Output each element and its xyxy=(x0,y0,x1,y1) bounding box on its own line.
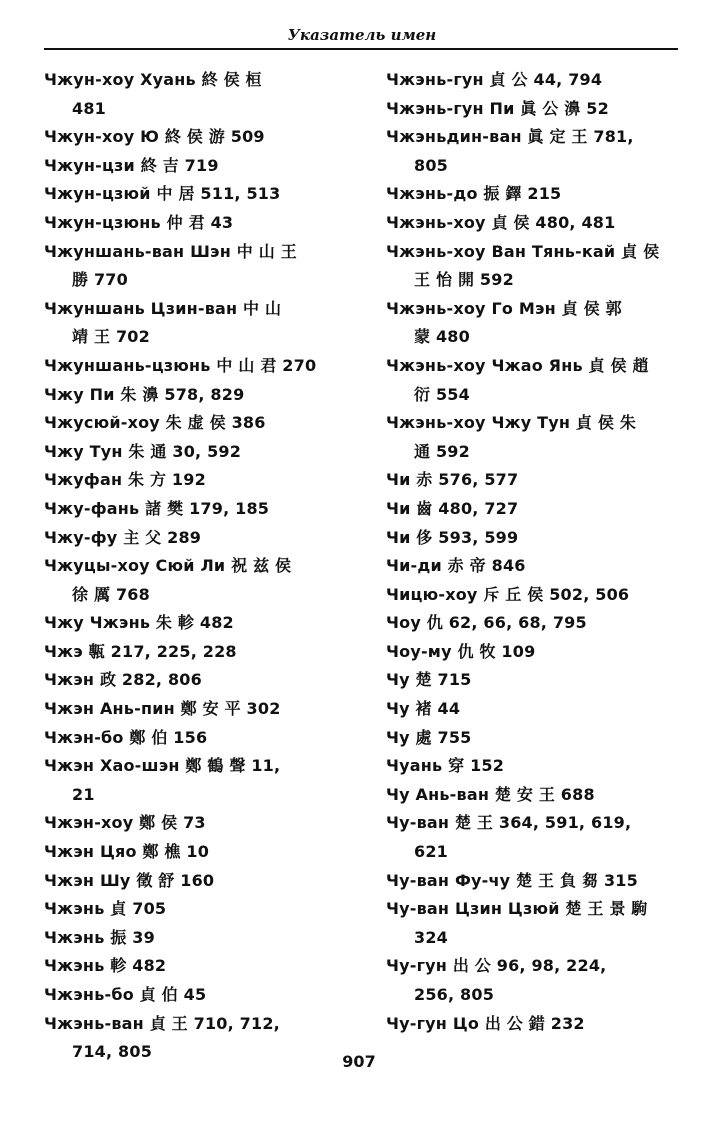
index-entry xyxy=(44,867,344,896)
index-entry-text: Чжэн-хоу 鄭 侯 73 xyxy=(44,813,206,833)
index-entry-text: Чжэньдин-ван 眞 定 王 781, xyxy=(386,127,634,147)
index-entry xyxy=(44,695,344,724)
index-entry-text: Чу 處 755 xyxy=(386,727,472,747)
index-entry xyxy=(386,552,686,581)
index-entry xyxy=(386,95,686,124)
index-entry-continuation: 衍 554 xyxy=(414,384,470,404)
index-entry-text: Чжэнь-ван 貞 王 710, 712, xyxy=(44,1013,280,1033)
index-entry-text: Чжэнь-до 振 鐸 215 xyxy=(386,184,562,204)
header-rule xyxy=(44,48,678,50)
index-entry-text: Чжэнь-хоу 貞 侯 480, 481 xyxy=(386,212,616,232)
index-entry xyxy=(44,180,344,209)
index-entry-text: Чи 赤 576, 577 xyxy=(386,470,519,490)
index-entry-text: Чжу Чжэнь 朱 軫 482 xyxy=(44,613,234,633)
index-entry-text: Чу-гун 出 公 96, 98, 224, xyxy=(386,956,607,976)
index-entry xyxy=(44,838,344,867)
index-entry-text: Чжэнь 貞 705 xyxy=(44,899,167,919)
index-entry-continuation: 714, 805 xyxy=(72,1042,153,1062)
index-entry xyxy=(44,609,344,638)
index-entry-continuation: 通 592 xyxy=(414,441,470,461)
index-entry-continuation: 王 怡 開 592 xyxy=(414,270,514,290)
index-entry xyxy=(44,638,344,667)
index-entry-continuation: 621 xyxy=(414,842,448,862)
index-entry-text: Чжуншань-ван Шэн 中 山 王 xyxy=(44,241,297,261)
index-entry xyxy=(44,924,344,953)
index-entry xyxy=(386,352,686,409)
index-entry-text: Чжэнь 振 39 xyxy=(44,927,155,947)
index-entry-text: Чжу Тун 朱 通 30, 592 xyxy=(44,441,242,461)
index-entry-text: Чжэнь-хоу Чжао Янь 貞 侯 趙 xyxy=(386,355,649,375)
index-entry-text: Чуань 穿 152 xyxy=(386,756,505,776)
index-entry-text: Чжэ 甎 217, 225, 228 xyxy=(44,641,237,661)
index-entry-text: Чу 楚 715 xyxy=(386,670,472,690)
index-entry xyxy=(44,409,344,438)
index-entry xyxy=(44,952,344,981)
index-entry-text: Чу-ван Фу-чу 楚 王 負 芻 315 xyxy=(386,870,638,890)
index-entry-text: Чжэн Шу 徵 舒 160 xyxy=(44,870,215,890)
index-entry xyxy=(386,666,686,695)
index-entry-text: Чицю-хоу 斥 丘 侯 502, 506 xyxy=(386,584,630,604)
index-entry xyxy=(44,66,344,123)
index-column-right xyxy=(386,66,686,1038)
index-entry-text: Чжуншань-цзюнь 中 山 君 270 xyxy=(44,355,317,375)
index-entry xyxy=(44,524,344,553)
index-entry-text: Чжэнь-гун Пи 眞 公 濞 52 xyxy=(386,98,609,118)
index-entry-text: Чоу-му 仇 牧 109 xyxy=(386,641,536,661)
index-entry xyxy=(386,752,686,781)
index-entry-continuation: 勝 770 xyxy=(72,270,128,290)
index-entry xyxy=(386,809,686,866)
index-entry-text: Чжэн 政 282, 806 xyxy=(44,670,202,690)
index-entry xyxy=(386,66,686,95)
index-entry-text: Чжун-хоу Хуань 終 侯 桓 xyxy=(44,70,262,89)
index-entry-text: Чу 褚 44 xyxy=(386,699,461,719)
index-entry xyxy=(44,381,344,410)
index-entry xyxy=(44,724,344,753)
index-entry-text: Чжэн-бо 鄭 伯 156 xyxy=(44,727,208,747)
index-entry-text: Чжэнь-хоу Ван Тянь-кай 貞 侯 xyxy=(386,241,660,261)
index-entry-text: Чжэнь-гун 貞 公 44, 794 xyxy=(386,70,603,89)
index-entry xyxy=(386,123,686,180)
index-entry-text: Чжун-цзюнь 仲 君 43 xyxy=(44,212,234,232)
index-entry xyxy=(386,238,686,295)
index-entry-text: Чжу-фань 諸 樊 179, 185 xyxy=(44,498,270,518)
index-entry xyxy=(44,152,344,181)
index-entry xyxy=(44,123,344,152)
index-entry xyxy=(386,180,686,209)
page-number: 907 xyxy=(342,1052,376,1071)
index-entry-text: Чжусюй-хоу 朱 虚 侯 386 xyxy=(44,413,266,433)
index-entry-continuation: 324 xyxy=(414,927,448,947)
index-entry-text: Чу-ван Цзин Цзюй 楚 王 景 駒 xyxy=(386,899,648,919)
index-entry-text: Чи-ди 赤 帝 846 xyxy=(386,556,526,576)
index-entry xyxy=(386,867,686,896)
index-entry xyxy=(44,352,344,381)
index-entry-text: Чжуцы-хоу Сюй Ли 祝 兹 侯 xyxy=(44,556,292,576)
index-entry-continuation: 蒙 480 xyxy=(414,327,470,347)
index-entry xyxy=(386,952,686,1009)
index-entry-text: Чу-ван 楚 王 364, 591, 619, xyxy=(386,813,632,833)
index-entry xyxy=(386,209,686,238)
index-entry-text: Чжэнь-хоу Чжу Тун 貞 侯 朱 xyxy=(386,413,637,433)
index-entry xyxy=(44,495,344,524)
index-entry-text: Чи 齒 480, 727 xyxy=(386,498,519,518)
index-entry-continuation: 徐 厲 768 xyxy=(72,584,150,604)
index-entry-continuation: 481 xyxy=(72,98,106,118)
index-entry xyxy=(386,695,686,724)
running-header: Указатель имен xyxy=(287,26,437,44)
index-entry-continuation: 256, 805 xyxy=(414,985,495,1004)
index-entry xyxy=(44,438,344,467)
index-entry xyxy=(386,295,686,352)
index-entry-text: Чжэнь-бо 貞 伯 45 xyxy=(44,985,207,1004)
index-entry xyxy=(386,466,686,495)
index-entry-text: Чоу 仇 62, 66, 68, 795 xyxy=(386,613,587,633)
index-entry xyxy=(44,466,344,495)
index-entry xyxy=(44,981,344,1010)
index-entry xyxy=(386,524,686,553)
index-entry xyxy=(44,209,344,238)
index-entry-text: Чжун-цзи 終 吉 719 xyxy=(44,155,219,175)
index-entry xyxy=(386,638,686,667)
index-entry xyxy=(44,666,344,695)
index-entry xyxy=(44,752,344,809)
index-entry-text: Чи 侈 593, 599 xyxy=(386,527,519,547)
index-entry xyxy=(386,581,686,610)
index-entry xyxy=(386,1010,686,1039)
index-entry-text: Чжу Пи 朱 濞 578, 829 xyxy=(44,384,245,404)
index-entry xyxy=(44,809,344,838)
index-entry-text: Чжун-цзюй 中 居 511, 513 xyxy=(44,184,281,204)
index-entry xyxy=(44,238,344,295)
index-entry-text: Чжу-фу 主 父 289 xyxy=(44,527,202,547)
index-entry xyxy=(386,409,686,466)
index-entry xyxy=(44,552,344,609)
index-column-left xyxy=(44,66,344,1067)
index-entry-text: Чжэнь-хоу Го Мэн 貞 侯 郭 xyxy=(386,298,622,318)
index-entry xyxy=(386,495,686,524)
index-entry-text: Чжэн Цяо 鄭 樵 10 xyxy=(44,842,210,862)
index-entry-text: Чжуншань Цзин-ван 中 山 xyxy=(44,298,282,318)
index-entry xyxy=(44,895,344,924)
index-entry xyxy=(44,295,344,352)
index-entry xyxy=(386,895,686,952)
index-entry-text: Чу Ань-ван 楚 安 王 688 xyxy=(386,784,595,804)
index-entry-text: Чжун-хоу Ю 終 侯 游 509 xyxy=(44,127,265,147)
index-entry-text: Чу-гун Цо 出 公 錯 232 xyxy=(386,1013,585,1033)
index-entry-text: Чжэн Ань-пин 鄭 安 平 302 xyxy=(44,699,281,719)
index-entry-text: Чжуфан 朱 方 192 xyxy=(44,470,206,490)
index-entry xyxy=(386,781,686,810)
index-entry-continuation: 21 xyxy=(72,784,95,804)
index-entry xyxy=(386,724,686,753)
index-entry-continuation: 靖 王 702 xyxy=(72,327,150,347)
index-entry-text: Чжэнь 軫 482 xyxy=(44,956,167,976)
index-entry-text: Чжэн Хао-шэн 鄭 鶴 聲 11, xyxy=(44,756,281,776)
index-entry-continuation: 805 xyxy=(414,155,448,175)
index-entry xyxy=(386,609,686,638)
